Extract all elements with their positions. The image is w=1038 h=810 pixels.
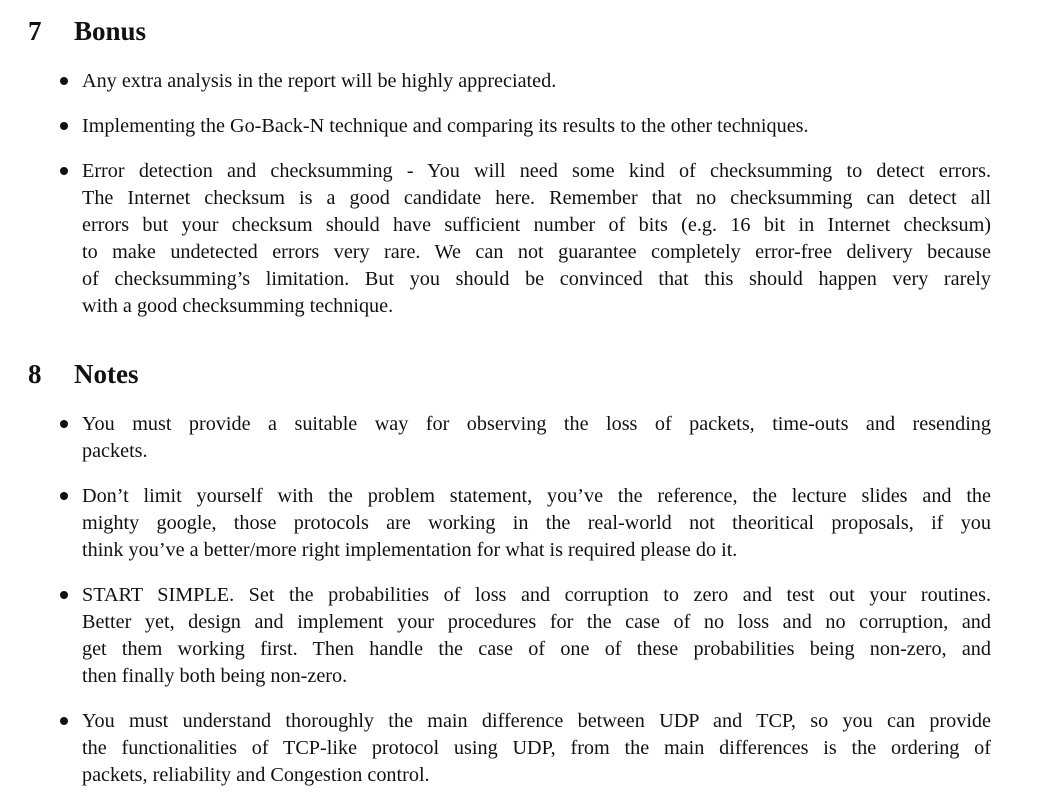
- text-line: Better yet, design and implement your procedures for the case of no loss and no corruption, and: [82, 611, 991, 633]
- text-line: You must provide a suitable way for observing the loss of packets, time-outs and resending: [82, 413, 991, 435]
- bullet-icon: [60, 591, 68, 599]
- text-line: Error detection and checksumming - You will need some kind of checksumming to detect errors.: [82, 160, 991, 182]
- text-line: packets, reliability and Congestion control.: [82, 764, 430, 786]
- text-line: START SIMPLE. Set the probabilities of loss and corruption to zero and test out your routines.: [82, 584, 991, 606]
- section-title: Notes: [74, 359, 139, 389]
- text-line: errors but your checksum should have sufficient number of bits (e.g. 16 bit in Internet checksum): [82, 214, 991, 236]
- text-line: You must understand thoroughly the main difference between UDP and TCP, so you can provide: [82, 710, 991, 732]
- bullet-icon: [60, 717, 68, 725]
- text-line: mighty google, those protocols are working in the real-world not theoritical proposals, if you: [82, 512, 991, 534]
- section-heading-bonus: [28, 16, 146, 46]
- text-line: Don’t limit yourself with the problem statement, you’ve the reference, the lecture slides and the: [82, 485, 991, 507]
- text-line: think you’ve a better/more right implementation for what is required please do it.: [82, 539, 738, 561]
- text-line: of checksumming’s limitation. But you should be convinced that this should happen very rarely: [82, 268, 991, 290]
- bullet-icon: [60, 420, 68, 428]
- text-line: Any extra analysis in the report will be highly appreciated.: [82, 70, 557, 92]
- bullet-icon: [60, 122, 68, 130]
- section-heading-notes: [28, 359, 138, 389]
- text-line: The Internet checksum is a good candidate here. Remember that no checksumming can detect all: [82, 187, 991, 209]
- section-number: 8: [28, 359, 42, 389]
- text-line: then finally both being non-zero.: [82, 665, 348, 687]
- text-line: packets.: [82, 440, 148, 462]
- bullet-icon: [60, 167, 68, 175]
- section-number: 7: [28, 16, 42, 46]
- text-line: the functionalities of TCP-like protocol using UDP, from the main differences is the ordering of: [82, 737, 991, 759]
- bullet-icon: [60, 77, 68, 85]
- text-line: with a good checksumming technique.: [82, 295, 394, 317]
- bullet-icon: [60, 492, 68, 500]
- text-line: get them working first. Then handle the case of one of these probabilities being non-zero, and: [82, 638, 991, 660]
- text-line: Implementing the Go-Back-N technique and comparing its results to the other techniques.: [82, 115, 809, 137]
- section-title: Bonus: [74, 16, 147, 46]
- text-line: to make undetected errors very rare. We can not guarantee completely error-free delivery because: [82, 241, 991, 263]
